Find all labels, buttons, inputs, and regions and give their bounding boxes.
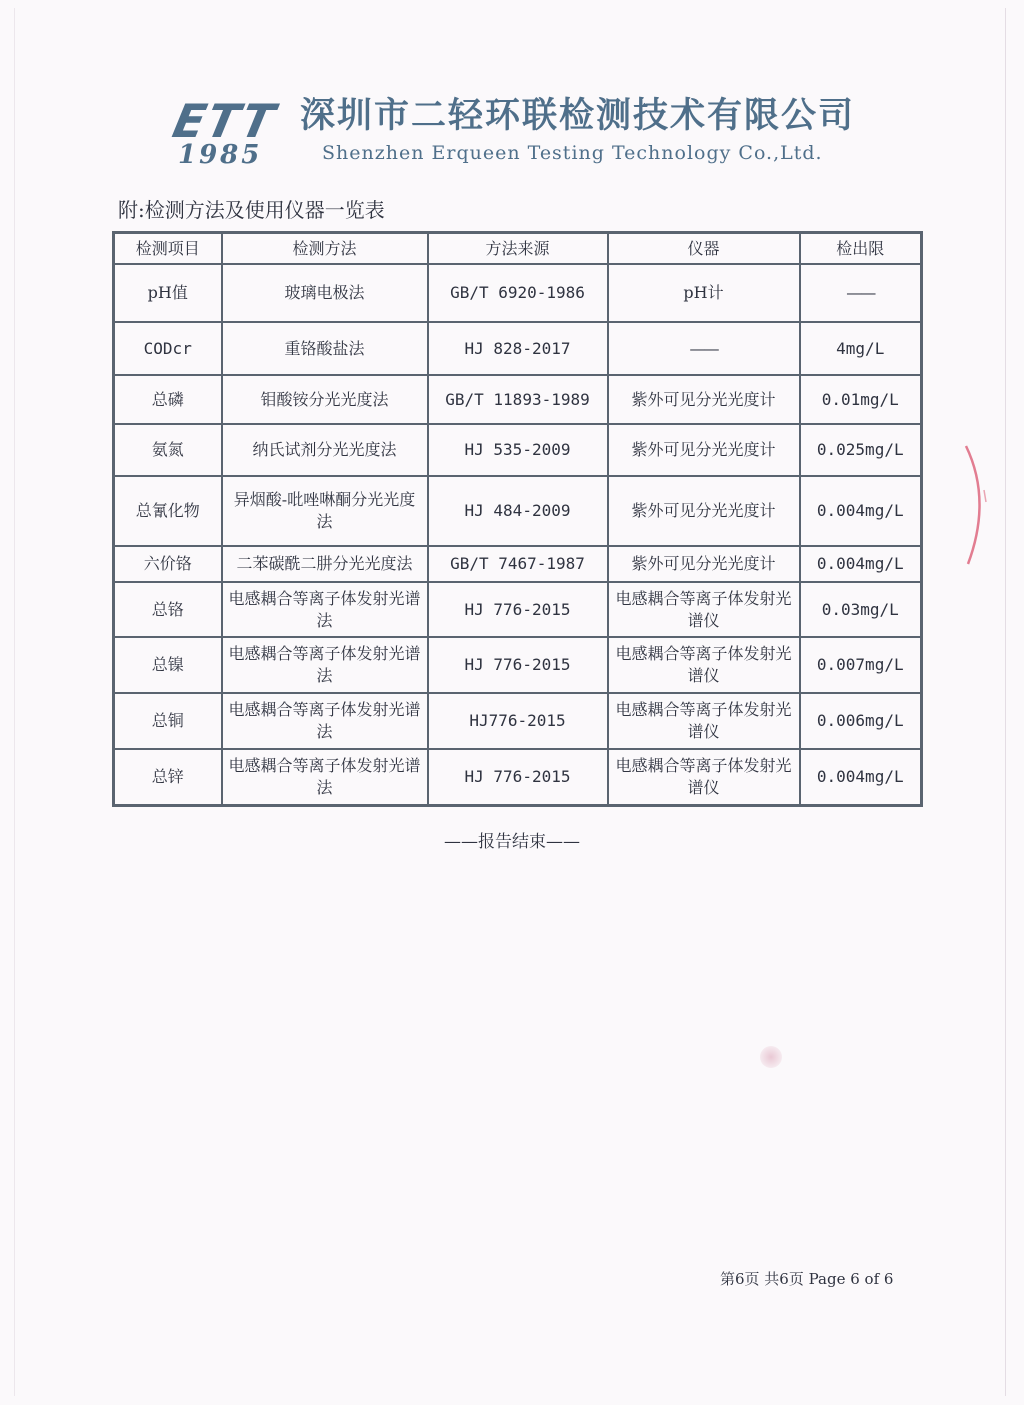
cell-item: CODcr [114,322,222,375]
cell-item: 总锌 [114,749,222,805]
cell-method: 电感耦合等离子体发射光谱法 [222,582,428,637]
cell-limit: 0.01mg/L [800,375,922,424]
cell-item: 总铜 [114,693,222,749]
cell-limit: 4mg/L [800,322,922,375]
cell-limit: 0.004mg/L [800,476,922,546]
header-method: 检测方法 [222,233,428,265]
cell-item: 氨氮 [114,424,222,476]
cell-instrument: pH计 [608,264,800,322]
cell-item: 总磷 [114,375,222,424]
cell-method: 重铬酸盐法 [222,322,428,375]
company-logo [168,94,292,174]
cell-source: GB/T 7467-1987 [428,546,608,582]
cell-limit: 0.025mg/L [800,424,922,476]
cell-source: HJ 776-2015 [428,749,608,805]
cell-instrument: 电感耦合等离子体发射光谱仪 [608,749,800,805]
cell-instrument: 紫外可见分光光度计 [608,476,800,546]
table-row [114,424,922,476]
cell-item: 总铬 [114,582,222,637]
cell-instrument: 紫外可见分光光度计 [608,375,800,424]
table-row [114,264,922,322]
cell-source: HJ 776-2015 [428,582,608,637]
cell-method: 电感耦合等离子体发射光谱法 [222,693,428,749]
cell-source: GB/T 6920-1986 [428,264,608,322]
paper-smudge [760,1046,782,1068]
cell-method: 玻璃电极法 [222,264,428,322]
report-end-note: ——报告结束—— [444,832,580,852]
cell-item: 六价铬 [114,546,222,582]
cell-source: HJ 828-2017 [428,322,608,375]
table-row [114,637,922,693]
table-row [114,749,922,805]
cell-source: HJ776-2015 [428,693,608,749]
header-source: 方法来源 [428,233,608,265]
cell-item: pH值 [114,264,222,322]
cell-instrument: 电感耦合等离子体发射光谱仪 [608,582,800,637]
table-row [114,693,922,749]
company-name-chinese: 深圳市二轻环联检测技术有限公司 [300,96,856,136]
cell-source: GB/T 11893-1989 [428,375,608,424]
cell-instrument: 电感耦合等离子体发射光谱仪 [608,637,800,693]
cell-limit: 0.03mg/L [800,582,922,637]
cell-limit: 0.007mg/L [800,637,922,693]
logo-year: 1985 [178,140,263,170]
cell-method: 异烟酸-吡唑啉酮分光光度法 [222,476,428,546]
cell-source: HJ 535-2009 [428,424,608,476]
cell-limit: 0.006mg/L [800,693,922,749]
cell-item: 总镍 [114,637,222,693]
company-name-english: Shenzhen Erqueen Testing Technology Co.,Ltd. [322,142,823,164]
header-item: 检测项目 [114,233,222,265]
cell-instrument: 紫外可见分光光度计 [608,546,800,582]
cell-source: HJ 484-2009 [428,476,608,546]
cell-method: 电感耦合等离子体发射光谱法 [222,749,428,805]
cell-instrument: —— [608,322,800,375]
table-row [114,582,922,637]
header-instrument: 仪器 [608,233,800,265]
table-row [114,322,922,375]
cell-limit: 0.004mg/L [800,749,922,805]
methods-table [112,231,923,807]
cell-method: 二苯碳酰二肼分光光度法 [222,546,428,582]
seal-edge-mark [962,440,1002,570]
page-footer: 第6页 共6页 Page 6 of 6 [720,1270,894,1288]
table-row [114,375,922,424]
cell-instrument: 紫外可见分光光度计 [608,424,800,476]
logo-text: ETT [168,94,281,148]
cell-method: 纳氏试剂分光光度法 [222,424,428,476]
table-row [114,546,922,582]
table-title: 附:检测方法及使用仪器一览表 [118,198,385,222]
header-limit: 检出限 [800,233,922,265]
cell-method: 钼酸铵分光光度法 [222,375,428,424]
cell-instrument: 电感耦合等离子体发射光谱仪 [608,693,800,749]
cell-limit: —— [800,264,922,322]
cell-source: HJ 776-2015 [428,637,608,693]
table-header-row [114,233,922,265]
table-row [114,476,922,546]
cell-limit: 0.004mg/L [800,546,922,582]
cell-method: 电感耦合等离子体发射光谱法 [222,637,428,693]
cell-item: 总氰化物 [114,476,222,546]
